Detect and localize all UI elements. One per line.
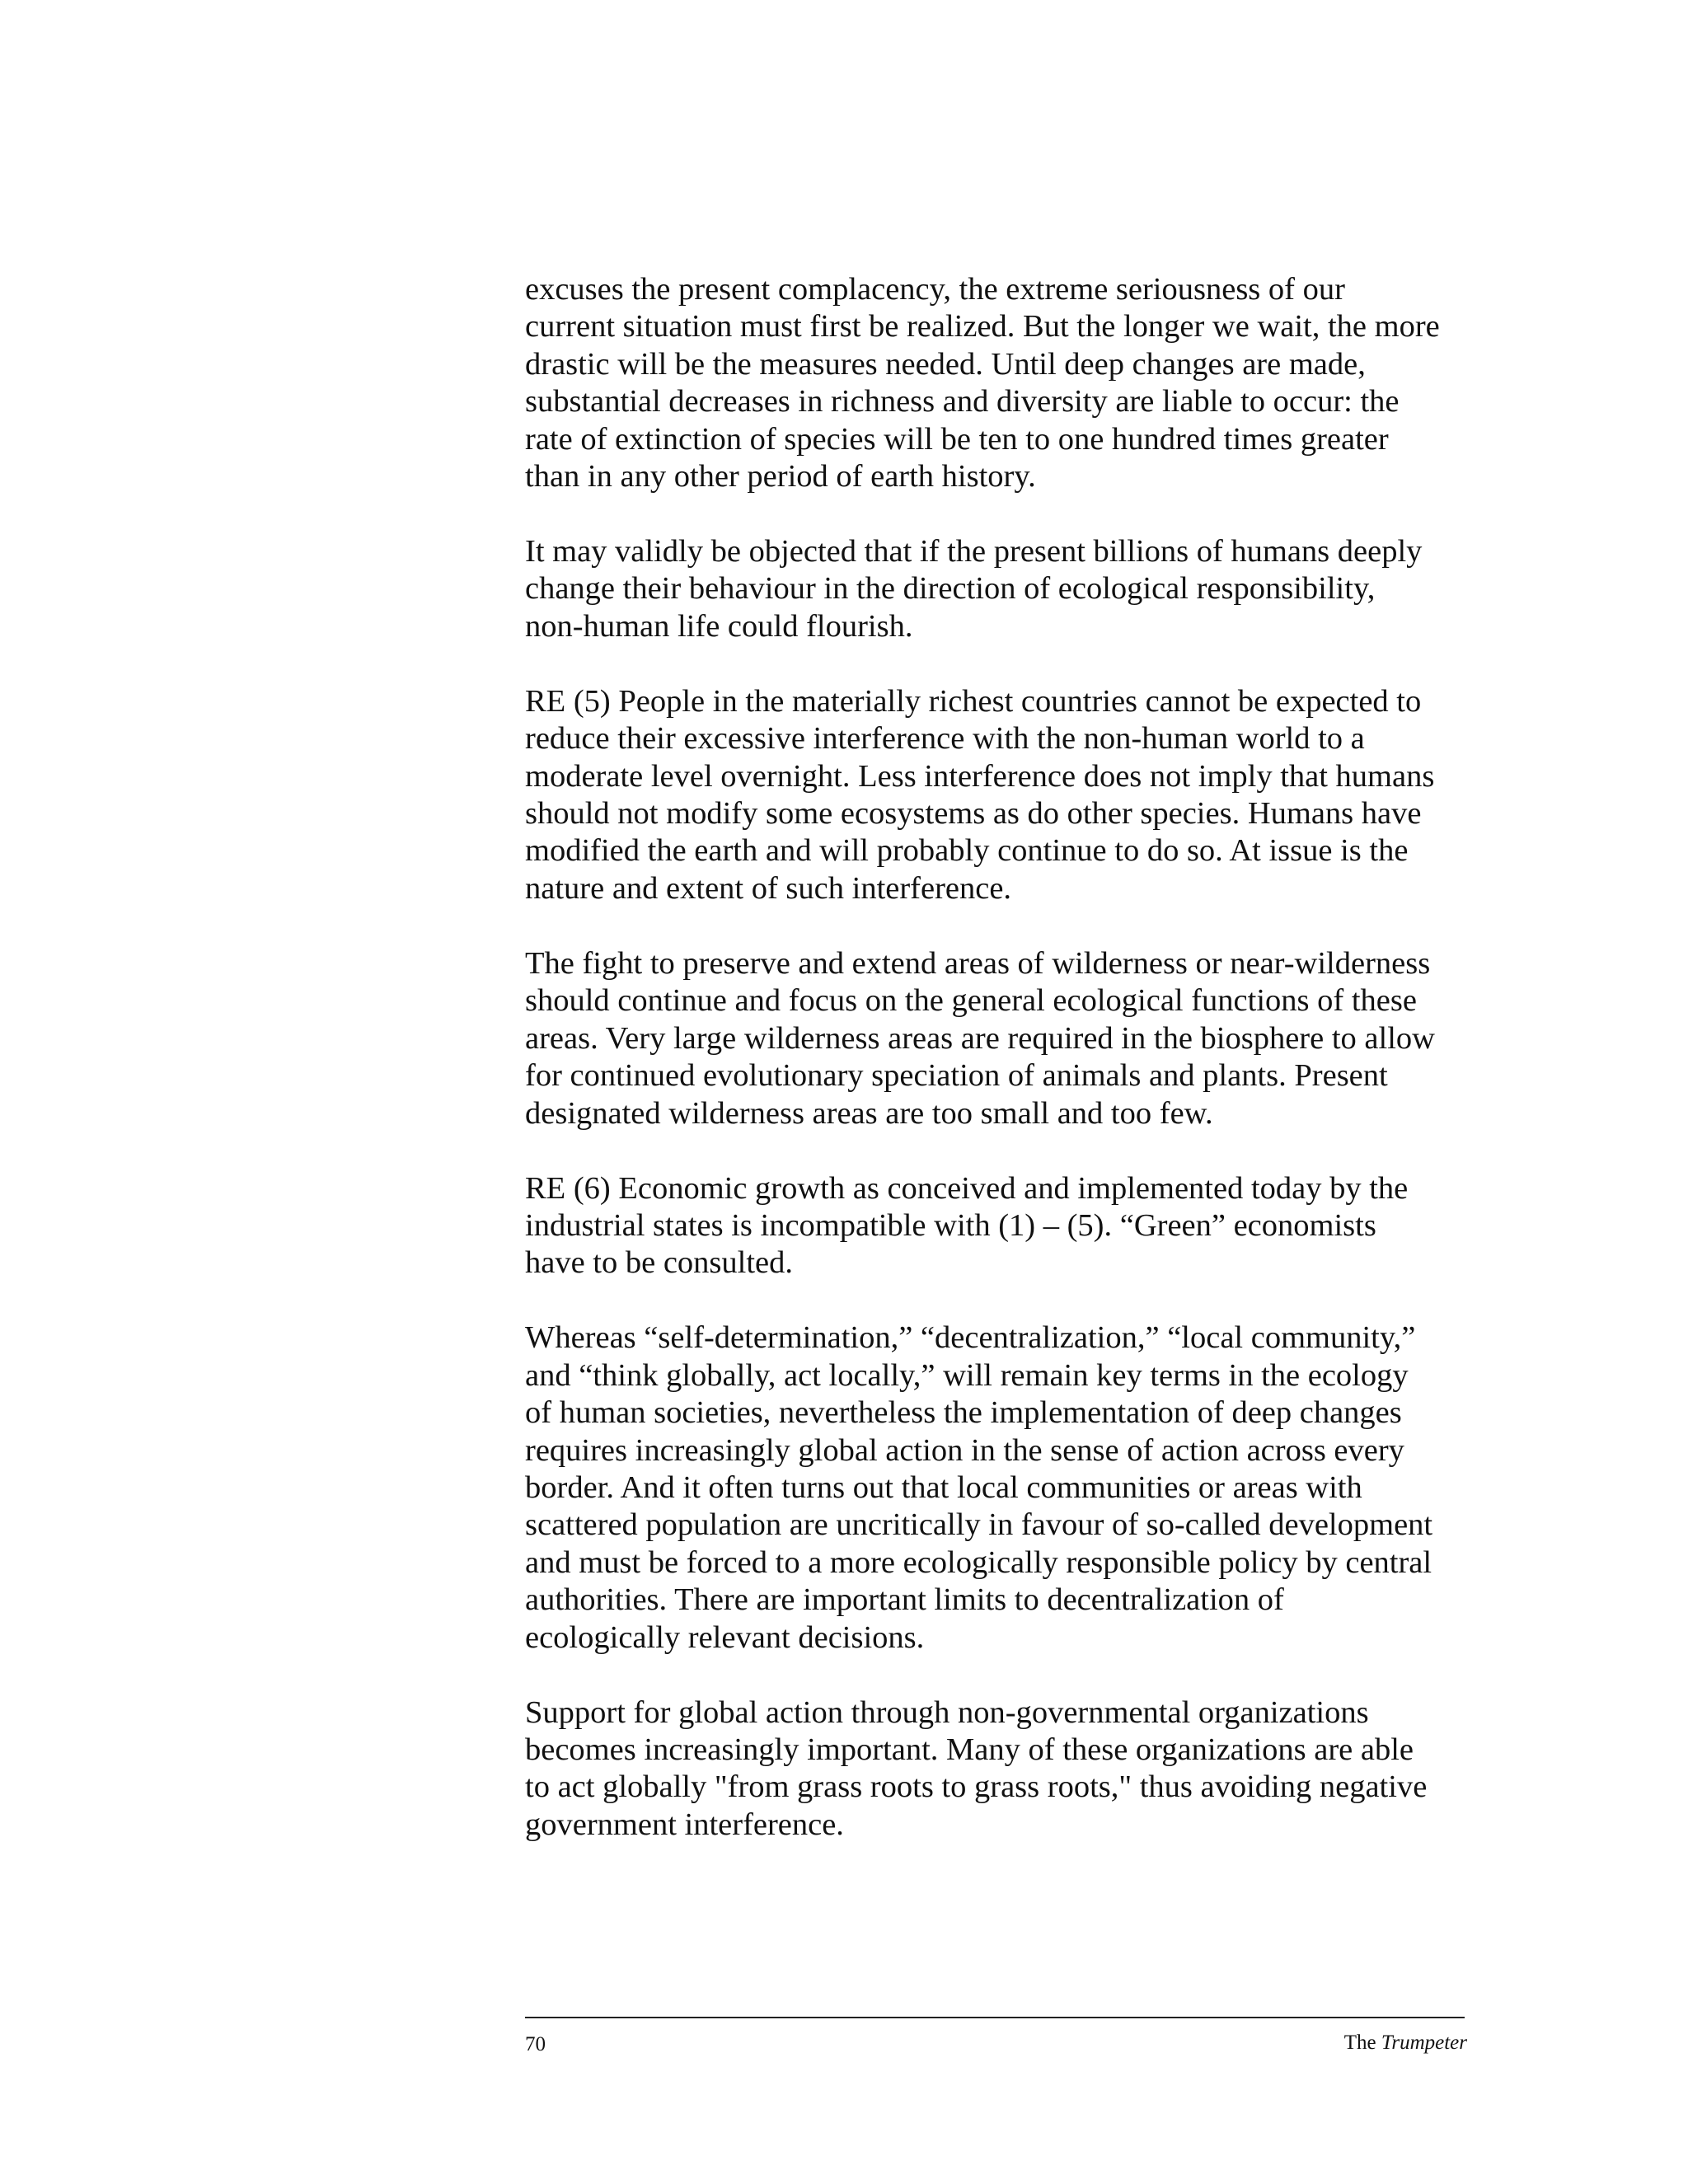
journal-prefix: The bbox=[1343, 2032, 1376, 2054]
paragraph-1: excuses the present complacency, the extreme seriousness of our current situation must first be realized. But the longer we wait, the more drastic will be the measures needed. Until deep changes are made, substantial decreases in richness and diversity are liable to occur: the rate of extinction of species will be ten to one hundred times greater than in any other period of earth history. bbox=[525, 272, 1440, 494]
paragraph-5: RE (6) Economic growth as conceived and implemented today by the industrial states is incompatible with (1) – (5). “Green” economists have to be consulted. bbox=[525, 1170, 1409, 1281]
journal-title bbox=[1344, 2031, 1467, 2055]
paragraph-6: Whereas “self-determination,” “decentralization,” “local community,” and “think globally, act locally,” will remain key terms in the ecology of human societies, nevertheless the implementation of deep changes requires increasingly global action in the sense of action across every border. And it often turns out that local communities or areas with scattered population are uncritically in favour of so-called development and must be forced to a more ecologically responsible policy by central authorities. There are important limits to decentralization of ecologically relevant decisions. bbox=[525, 1320, 1433, 1655]
paragraph-3: RE (5) People in the materially richest countries cannot be expected to reduce their excessive interference with the non-human world to a moderate level overnight. Less interference does not imply that humans should not modify some ecosystems as do other species. Humans have modified the earth and will probably continue to do so. At issue is the nature and extent of such interference. bbox=[525, 683, 1435, 906]
paragraph-7: Support for global action through non-governmental organizations becomes increasingly important. Many of these organizations are able to act globally "from grass roots to grass roots," thus avoiding negative government interference. bbox=[525, 1694, 1428, 1842]
paragraph-2: It may validly be objected that if the present billions of humans deeply change their behaviour in the direction of ecological responsibility, non-human life could flourish. bbox=[525, 534, 1423, 644]
body-text bbox=[525, 271, 1473, 1882]
page-number: 70 bbox=[525, 2033, 546, 2055]
journal-name: Trumpeter bbox=[1381, 2032, 1467, 2054]
footer-divider bbox=[525, 2017, 1465, 2018]
paragraph-4: The fight to preserve and extend areas of wilderness or near-wilderness should continue and focus on the general ecological functions of these areas. Very large wilderness areas are required in the biosphere to allow for continued evolutionary speciation of animals and plants. Present designated wilderness areas are too small and too few. bbox=[525, 945, 1435, 1131]
